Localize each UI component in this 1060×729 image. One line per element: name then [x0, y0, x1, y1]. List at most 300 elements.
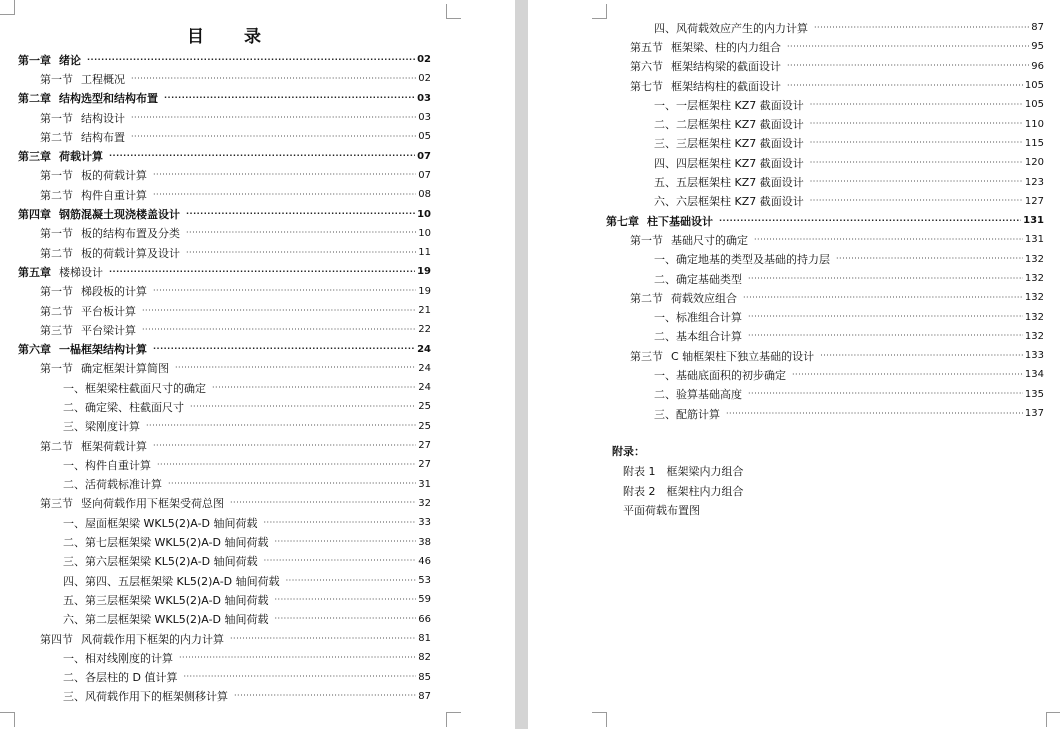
- toc-page-number: 24: [418, 382, 431, 394]
- dot-leader: [275, 538, 417, 546]
- toc-entry-number: 第一节: [40, 362, 73, 376]
- dot-leader: [212, 384, 416, 392]
- dot-leader: [275, 596, 417, 604]
- toc-entry-title: [63, 399, 184, 415]
- toc-entry[interactable]: [0, 436, 515, 455]
- toc-entry[interactable]: [0, 629, 515, 648]
- toc-page-number: 82: [418, 652, 431, 664]
- toc-entry-text: 一、基础底面积的初步确定: [654, 368, 786, 382]
- dot-leader: [810, 197, 1023, 205]
- toc-entry-title: [630, 39, 781, 55]
- toc-page-number: 07: [418, 169, 431, 181]
- dot-leader: [234, 692, 416, 700]
- toc-page-number: 132: [1024, 292, 1044, 304]
- toc-entry-text: 荷载效应组合: [671, 291, 737, 305]
- toc-entry-title: [18, 264, 103, 280]
- dot-leader: [109, 152, 415, 160]
- toc-entry-title: [40, 322, 136, 338]
- toc-entry-text: 一、相对线刚度的计算: [63, 651, 173, 665]
- toc-page-number: 38: [418, 536, 431, 548]
- toc-page-number: 134: [1024, 369, 1044, 381]
- toc-entry-text: 三、梁刚度计算: [63, 420, 140, 434]
- toc-entry-text: 二、验算基础高度: [654, 388, 742, 402]
- toc-entry[interactable]: [528, 134, 1060, 153]
- toc-entry-title: [18, 148, 103, 164]
- toc-entry[interactable]: [0, 455, 515, 474]
- appendix-item: 附表 1 框架梁内力组合: [623, 465, 744, 478]
- crop-mark: [446, 4, 461, 19]
- toc-entry-number: 第七章: [606, 214, 639, 228]
- toc-page-number: 07: [417, 150, 431, 162]
- dot-leader: [264, 519, 417, 527]
- toc-page-number: 127: [1024, 195, 1044, 207]
- toc-page-number: 08: [418, 189, 431, 201]
- dot-leader: [146, 422, 416, 430]
- toc-page-number: 10: [418, 227, 431, 239]
- toc-entry-number: 第五节: [630, 40, 663, 54]
- toc-page-number: 25: [418, 420, 431, 432]
- toc-page-right: [528, 0, 1060, 729]
- toc-entry-title: [63, 592, 269, 608]
- toc-entry-number: 第一节: [40, 169, 73, 183]
- dot-leader: [743, 294, 1023, 302]
- toc-entry[interactable]: [0, 320, 515, 339]
- toc-entry-title: [654, 174, 804, 190]
- toc-entry-title: [18, 90, 158, 106]
- toc-entry-text: 确定框架计算简图: [81, 362, 169, 376]
- toc-entry-text: 板的荷载计算及设计: [81, 246, 180, 260]
- toc-entry-title: [63, 515, 258, 531]
- dot-leader: [748, 390, 1023, 398]
- dot-leader: [186, 229, 416, 237]
- toc-entry-number: 第二节: [40, 130, 73, 144]
- toc-page-number: 46: [418, 555, 431, 567]
- toc-entry-text: 竖向荷载作用下框架受荷总图: [81, 497, 224, 511]
- toc-entry[interactable]: [0, 359, 515, 378]
- toc-page-number: 87: [1031, 22, 1044, 34]
- toc-entry-text: 钢筋混凝土现浇楼盖设计: [59, 208, 180, 222]
- dot-leader: [190, 403, 416, 411]
- toc-page-number: 105: [1024, 80, 1044, 92]
- toc-entry[interactable]: [528, 250, 1060, 269]
- toc-page-number: 66: [418, 613, 431, 625]
- crop-mark: [446, 712, 461, 727]
- dot-leader: [131, 114, 416, 122]
- toc-page-number: 132: [1024, 253, 1044, 265]
- toc-entry-text: 二、确定基础类型: [654, 272, 742, 286]
- dot-leader: [153, 345, 415, 353]
- toc-entry[interactable]: [528, 288, 1060, 307]
- toc-entry-text: 三、配筋计算: [654, 407, 720, 421]
- dot-leader: [164, 94, 415, 102]
- toc-page-number: 19: [417, 266, 431, 278]
- toc-entry[interactable]: [0, 50, 515, 69]
- toc-page-number: 81: [418, 633, 431, 645]
- dot-leader: [109, 268, 415, 276]
- toc-entry[interactable]: [0, 282, 515, 301]
- toc-entry-text: 一、屋面框架梁 WKL5(2)A-D 轴间荷载: [63, 516, 258, 530]
- toc-entry[interactable]: [528, 365, 1060, 384]
- toc-entry-text: 板的结构布置及分类: [81, 227, 180, 241]
- toc-entry[interactable]: [528, 404, 1060, 423]
- toc-entry[interactable]: [0, 513, 515, 532]
- toc-entry-text: 一榀框架结构计算: [59, 343, 147, 357]
- toc-entry[interactable]: [0, 339, 515, 358]
- toc-entry[interactable]: [0, 378, 515, 397]
- toc-entry-text: 绪论: [59, 53, 81, 67]
- toc-entry[interactable]: [0, 532, 515, 551]
- toc-page-number: 24: [417, 343, 431, 355]
- toc-entry-title: [654, 328, 742, 344]
- toc-entry-title: [63, 669, 177, 685]
- toc-entry-title: [18, 52, 81, 68]
- dot-leader: [175, 364, 416, 372]
- toc-entry-text: 一、构件自重计算: [63, 458, 151, 472]
- toc-entry-text: 梯段板的计算: [81, 285, 147, 299]
- toc-entry[interactable]: [528, 37, 1060, 56]
- toc-entry-text: 框架结构柱的截面设计: [671, 79, 781, 93]
- toc-entry[interactable]: [0, 108, 515, 127]
- crop-mark: [592, 712, 607, 727]
- toc-page-number: 85: [418, 671, 431, 683]
- toc-entry-number: 第三节: [40, 323, 73, 337]
- toc-entry-text: 二、各层柱的 D 值计算: [63, 671, 178, 685]
- toc-entry-title: [63, 457, 151, 473]
- toc-page-number: 05: [418, 131, 431, 143]
- dot-leader: [810, 159, 1023, 167]
- toc-entry-title: [654, 251, 830, 267]
- toc-entry-number: 第一节: [40, 111, 73, 125]
- toc-page-number: 59: [418, 594, 431, 606]
- toc-entry-text: 框架荷载计算: [81, 439, 147, 453]
- toc-entry-number: 第一章: [18, 53, 51, 67]
- toc-entry-title: [654, 116, 804, 132]
- dot-leader: [153, 287, 416, 295]
- toc-page-number: 132: [1024, 330, 1044, 342]
- toc-entry-title: [63, 380, 206, 396]
- dot-leader: [810, 101, 1023, 109]
- toc-entry[interactable]: [528, 385, 1060, 404]
- crop-mark: [0, 712, 15, 727]
- toc-entry-number: 第二节: [40, 304, 73, 318]
- toc-entry[interactable]: [0, 146, 515, 165]
- toc-entry[interactable]: [528, 211, 1060, 230]
- toc-entry-text: 二、基本组合计算: [654, 330, 742, 344]
- toc-entry-title: [40, 360, 169, 376]
- toc-entry[interactable]: [0, 610, 515, 629]
- toc-entry-title: [40, 303, 136, 319]
- toc-page-number: 02: [418, 73, 431, 85]
- toc-entry-title: [40, 245, 180, 261]
- toc-entry-title: [63, 611, 269, 627]
- toc-entry[interactable]: [0, 262, 515, 281]
- toc-entry-number: 第三节: [40, 497, 73, 511]
- toc-entry-text: 二、二层框架柱 KZ7 截面设计: [654, 118, 804, 132]
- toc-entry-text: 一、一层框架柱 KZ7 截面设计: [654, 98, 804, 112]
- toc-page-number: 105: [1024, 99, 1044, 111]
- toc-page-number: 32: [418, 497, 431, 509]
- toc-entry-text: 平台梁计算: [81, 323, 136, 337]
- toc-page-number: 27: [418, 459, 431, 471]
- toc-entry-title: [63, 553, 258, 569]
- dot-leader: [186, 210, 415, 218]
- dot-leader: [792, 371, 1023, 379]
- toc-page-number: 19: [418, 285, 431, 297]
- toc-entry-title: [654, 193, 804, 209]
- dot-leader: [748, 332, 1023, 340]
- toc-entry[interactable]: [0, 243, 515, 262]
- toc-page-number: 22: [418, 324, 431, 336]
- toc-page-number: 133: [1024, 350, 1044, 362]
- toc-entry-title: [654, 97, 804, 113]
- toc-page-number: 132: [1024, 311, 1044, 323]
- toc-entry[interactable]: [0, 89, 515, 108]
- dot-leader: [142, 307, 416, 315]
- toc-entry[interactable]: [0, 127, 515, 146]
- toc-page-number: 87: [418, 690, 431, 702]
- toc-page-number: 53: [418, 575, 431, 587]
- toc-entry-title: [40, 110, 125, 126]
- toc-entry-title: [630, 348, 814, 364]
- toc-entry-number: 第六章: [18, 343, 51, 357]
- dot-leader: [168, 480, 416, 488]
- toc-entry-title: [630, 58, 781, 74]
- crop-mark: [592, 4, 607, 19]
- toc-entry-text: 四、风荷载效应产生的内力计算: [654, 21, 808, 35]
- toc-entry-text: 基础尺寸的确定: [671, 233, 748, 247]
- toc-entry-text: 一、标准组合计算: [654, 311, 742, 325]
- toc-entry-number: 第七节: [630, 79, 663, 93]
- toc-entry-title: [40, 129, 125, 145]
- dot-leader: [719, 217, 1021, 225]
- toc-entry-text: 四、第四、五层框架梁 KL5(2)A-D 轴间荷载: [63, 574, 280, 588]
- toc-entry[interactable]: [0, 590, 515, 609]
- toc-entry-title: [63, 418, 140, 434]
- toc-entry-text: 柱下基础设计: [647, 214, 713, 228]
- toc-entry-text: 结构布置: [81, 130, 125, 144]
- toc-page-number: 31: [418, 478, 431, 490]
- dot-leader: [153, 442, 416, 450]
- toc-entry[interactable]: [528, 95, 1060, 114]
- toc-entry-title: [63, 573, 280, 589]
- toc-page-number: 33: [418, 517, 431, 529]
- dot-leader: [810, 139, 1023, 147]
- toc-entry-text: 三、第六层框架梁 KL5(2)A-D 轴间荷载: [63, 555, 258, 569]
- toc-entry-text: 构件自重计算: [81, 188, 147, 202]
- toc-entry-title: [63, 688, 228, 704]
- toc-entry-title: [40, 283, 147, 299]
- toc-entry[interactable]: [528, 327, 1060, 346]
- toc-entry-title: [654, 155, 804, 171]
- toc-entry-text: 六、六层框架柱 KZ7 截面设计: [654, 195, 804, 209]
- toc-entry-text: 工程概况: [81, 72, 125, 86]
- toc-entry-number: 第一节: [630, 233, 663, 247]
- dot-leader: [131, 133, 416, 141]
- toc-entry[interactable]: [0, 668, 515, 687]
- toc-entry[interactable]: [528, 346, 1060, 365]
- toc-entry-text: 风荷载作用下框架的内力计算: [81, 632, 224, 646]
- toc-entry[interactable]: [0, 185, 515, 204]
- toc-entry-title: [40, 187, 147, 203]
- toc-entry-number: 第二节: [40, 439, 73, 453]
- dot-leader: [230, 499, 416, 507]
- toc-entry-number: 第二章: [18, 92, 51, 106]
- toc-entry-title: [18, 206, 180, 222]
- dot-leader: [275, 615, 417, 623]
- toc-entry[interactable]: [528, 76, 1060, 95]
- toc-entry[interactable]: [0, 494, 515, 513]
- toc-entry-text: 框架结构梁的截面设计: [671, 60, 781, 74]
- toc-page-number: 131: [1024, 234, 1044, 246]
- toc-entry-title: [40, 225, 180, 241]
- toc-entry-title: [654, 135, 804, 151]
- dot-leader: [754, 236, 1023, 244]
- toc-entry-title: [40, 495, 224, 511]
- toc-page-left: [0, 0, 515, 729]
- toc-entry-title: [40, 438, 147, 454]
- dot-leader: [142, 326, 416, 334]
- toc-entry-text: 五、五层框架柱 KZ7 截面设计: [654, 176, 804, 190]
- toc-entry-text: 荷载计算: [59, 150, 103, 164]
- toc-entry-number: 第六节: [630, 60, 663, 74]
- toc-entry-title: [654, 406, 720, 422]
- crop-mark: [0, 0, 15, 15]
- toc-entry[interactable]: [0, 397, 515, 416]
- toc-entry[interactable]: [528, 269, 1060, 288]
- toc-entry[interactable]: [528, 192, 1060, 211]
- toc-page-number: 25: [418, 401, 431, 413]
- toc-entry-title: [630, 290, 737, 306]
- dot-leader: [820, 352, 1023, 360]
- toc-page-number: 02: [417, 54, 431, 66]
- toc-list-left: [0, 50, 515, 706]
- toc-entry-text: 二、第七层框架梁 WKL5(2)A-D 轴间荷载: [63, 536, 269, 550]
- toc-entry-text: 六、第二层框架梁 WKL5(2)A-D 轴间荷载: [63, 613, 269, 627]
- toc-entry-title: [654, 386, 742, 402]
- toc-page-number: 131: [1023, 215, 1044, 227]
- toc-entry-number: 第二节: [40, 246, 73, 260]
- page-gutter: [515, 0, 528, 729]
- dot-leader: [153, 191, 416, 199]
- toc-page-number: 110: [1024, 118, 1044, 130]
- dot-leader: [748, 275, 1023, 283]
- toc-entry[interactable]: [0, 687, 515, 706]
- toc-entry-title: [63, 650, 173, 666]
- toc-entry[interactable]: [528, 114, 1060, 133]
- toc-entry[interactable]: [528, 172, 1060, 191]
- toc-page-number: 115: [1024, 137, 1044, 149]
- toc-entry[interactable]: [0, 69, 515, 88]
- toc-entry-title: [40, 71, 125, 87]
- toc-entry-number: 第二节: [630, 291, 663, 305]
- toc-entry-title: [18, 341, 147, 357]
- toc-entry-text: 结构设计: [81, 111, 125, 125]
- toc-entry-title: [654, 309, 742, 325]
- toc-entry[interactable]: [0, 417, 515, 436]
- toc-page-number: 96: [1031, 60, 1044, 72]
- toc-entry[interactable]: [528, 153, 1060, 172]
- toc-entry[interactable]: [0, 204, 515, 223]
- toc-entry-text: 三、风荷载作用下的框架侧移计算: [63, 690, 228, 704]
- toc-entry-title: [654, 271, 742, 287]
- toc-entry[interactable]: [0, 648, 515, 667]
- toc-page-number: 03: [417, 92, 431, 104]
- dot-leader: [726, 410, 1023, 418]
- toc-entry-title: [63, 476, 162, 492]
- dot-leader: [810, 120, 1023, 128]
- appendix-item: 平面荷载布置图: [623, 504, 700, 517]
- toc-page-number: 137: [1024, 408, 1044, 420]
- dot-leader: [286, 577, 417, 585]
- toc-entry[interactable]: [0, 475, 515, 494]
- toc-entry-number: 第四章: [18, 208, 51, 222]
- toc-list-right: [528, 18, 1060, 423]
- toc-page-number: 11: [418, 247, 431, 259]
- toc-entry-number: 第四节: [40, 632, 73, 646]
- dot-leader: [787, 43, 1029, 51]
- toc-entry-text: C 轴框架柱下独立基础的设计: [671, 349, 815, 363]
- toc-entry[interactable]: [528, 18, 1060, 37]
- toc-entry[interactable]: [528, 57, 1060, 76]
- toc-entry-title: [40, 631, 224, 647]
- crop-mark: [1046, 712, 1060, 727]
- dot-leader: [179, 654, 416, 662]
- toc-entry-text: 板的荷载计算: [81, 169, 147, 183]
- toc-entry-text: 平台板计算: [81, 304, 136, 318]
- toc-entry[interactable]: [528, 230, 1060, 249]
- toc-entry-text: 二、确定梁、柱截面尺寸: [63, 400, 184, 414]
- toc-entry-text: 五、第三层框架梁 WKL5(2)A-D 轴间荷载: [63, 593, 269, 607]
- toc-entry[interactable]: [0, 552, 515, 571]
- toc-page-number: 03: [418, 112, 431, 124]
- toc-entry-number: 第三节: [630, 349, 663, 363]
- toc-entry-text: 楼梯设计: [59, 265, 103, 279]
- toc-entry-number: 第一节: [40, 285, 73, 299]
- toc-entry-number: 第五章: [18, 265, 51, 279]
- toc-entry-title: [63, 534, 269, 550]
- dot-leader: [131, 75, 416, 83]
- dot-leader: [264, 557, 417, 565]
- toc-entry-title: [654, 367, 786, 383]
- toc-entry-title: [630, 78, 781, 94]
- toc-entry[interactable]: [528, 307, 1060, 326]
- toc-page-number: 120: [1024, 157, 1044, 169]
- toc-entry[interactable]: [0, 224, 515, 243]
- toc-page-number: 123: [1024, 176, 1044, 188]
- toc-entry-number: 第三章: [18, 150, 51, 164]
- dot-leader: [787, 82, 1023, 90]
- appendix-title: 附录：: [612, 445, 645, 458]
- toc-page-number: 10: [417, 208, 431, 220]
- toc-page-number: 135: [1024, 388, 1044, 400]
- toc-entry-number: 第二节: [40, 188, 73, 202]
- toc-page-number: 24: [418, 362, 431, 374]
- toc-entry-text: 一、确定地基的类型及基础的持力层: [654, 253, 830, 267]
- toc-page-number: 27: [418, 440, 431, 452]
- toc-entry[interactable]: [0, 571, 515, 590]
- dot-leader: [814, 24, 1029, 32]
- toc-page-number: 21: [418, 305, 431, 316]
- dot-leader: [836, 255, 1023, 263]
- dot-leader: [157, 461, 416, 469]
- toc-entry-title: [606, 213, 713, 229]
- toc-entry[interactable]: [0, 166, 515, 185]
- toc-entry-text: 结构选型和结构布置: [59, 92, 158, 106]
- dot-leader: [787, 62, 1029, 70]
- toc-entry-text: 一、框架梁柱截面尺寸的确定: [63, 381, 206, 395]
- dot-leader: [748, 313, 1023, 321]
- toc-entry[interactable]: [0, 301, 515, 320]
